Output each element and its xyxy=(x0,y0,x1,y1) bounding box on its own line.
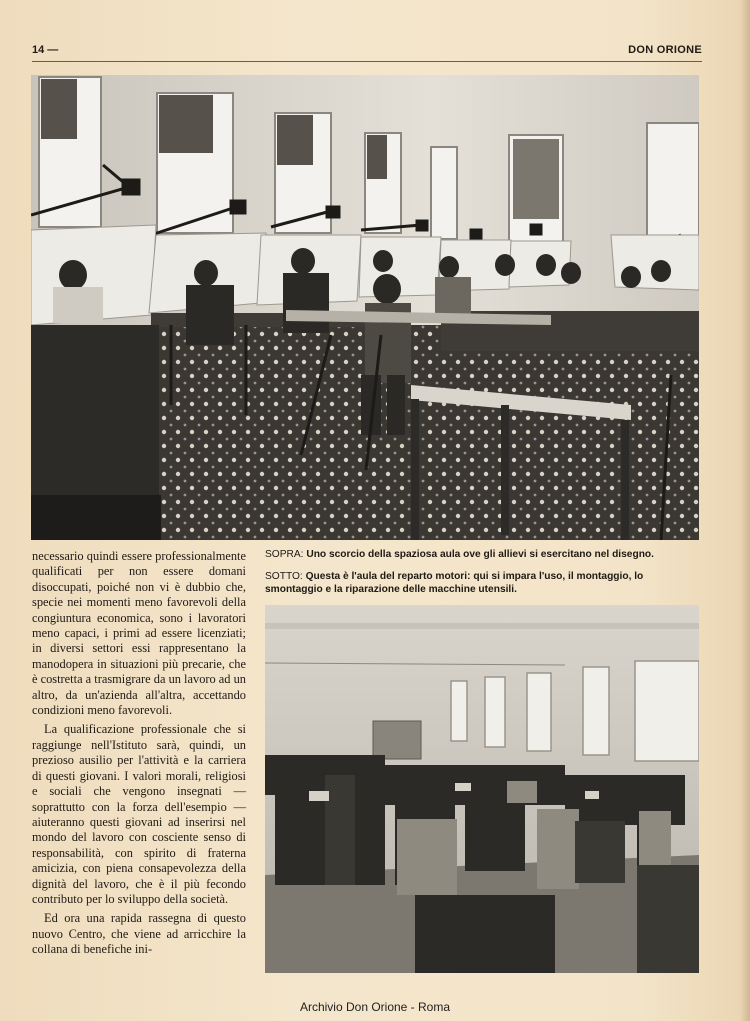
body-paragraph-2: La qualificazione professionale che si raggiunge nell'Istituto sarà, quindi, un prezioso ausilio per l'attività e la carriera di questi giovani. I valori morali, religiosi e sociali che vengono insegnati — soprattutto con la forza dell'esempio — aiuteranno questi giovani ad inserirsi nel mondo del lavoro con cosciente senso di responsabilità, con spirito di fraterna amicizia, con piena consapevolezza della dignità del lavoro, che è il più fecondo contributo per lo sviluppo della società. xyxy=(32,722,246,906)
caption-top xyxy=(265,549,699,562)
caption-top-text: Uno scorcio della spaziosa aula ove gli allievi si esercitano nel disegno. xyxy=(306,549,654,560)
caption-bottom-text: Questa è l'aula del reparto motori: qui si impara l'uso, il montaggio, lo smontaggio e la riparazione delle macchine utensili. xyxy=(265,571,644,595)
drawing-classroom-photo xyxy=(31,75,699,540)
caption-bottom-label: SOTTO: xyxy=(265,571,303,582)
page-number: 14 — xyxy=(32,44,59,56)
body-paragraph-1: necessario quindi essere professionalmente qualificati per non essere domani disoccupati, poiché non vi è dubbio che, specie nei momenti meno favorevoli della congiuntura economica, sono i lavoratori meno capaci, i primi ad essere licenziati; in diversi settori essi rappresentano la manodopera in situazioni più precarie, che è costretta a trasmigrare da un lavoro ad un altro, da un'azienda all'altra, accettando condizioni meno favorevoli. xyxy=(32,549,246,718)
engine-workshop-photo xyxy=(265,605,699,973)
body-paragraph-3: Ed ora una rapida rassegna di questo nuovo Centro, che viene ad arricchire la collana di benefiche ini- xyxy=(32,911,246,957)
article-body xyxy=(32,549,246,962)
running-title: DON ORIONE xyxy=(628,44,702,56)
header-rule xyxy=(32,61,702,62)
page-header xyxy=(32,44,702,62)
caption-bottom xyxy=(265,571,699,596)
caption-top-label: SOPRA: xyxy=(265,549,304,560)
page-edge-shadow xyxy=(740,0,750,1021)
archive-footer: Archivio Don Orione - Roma xyxy=(299,1000,451,1014)
